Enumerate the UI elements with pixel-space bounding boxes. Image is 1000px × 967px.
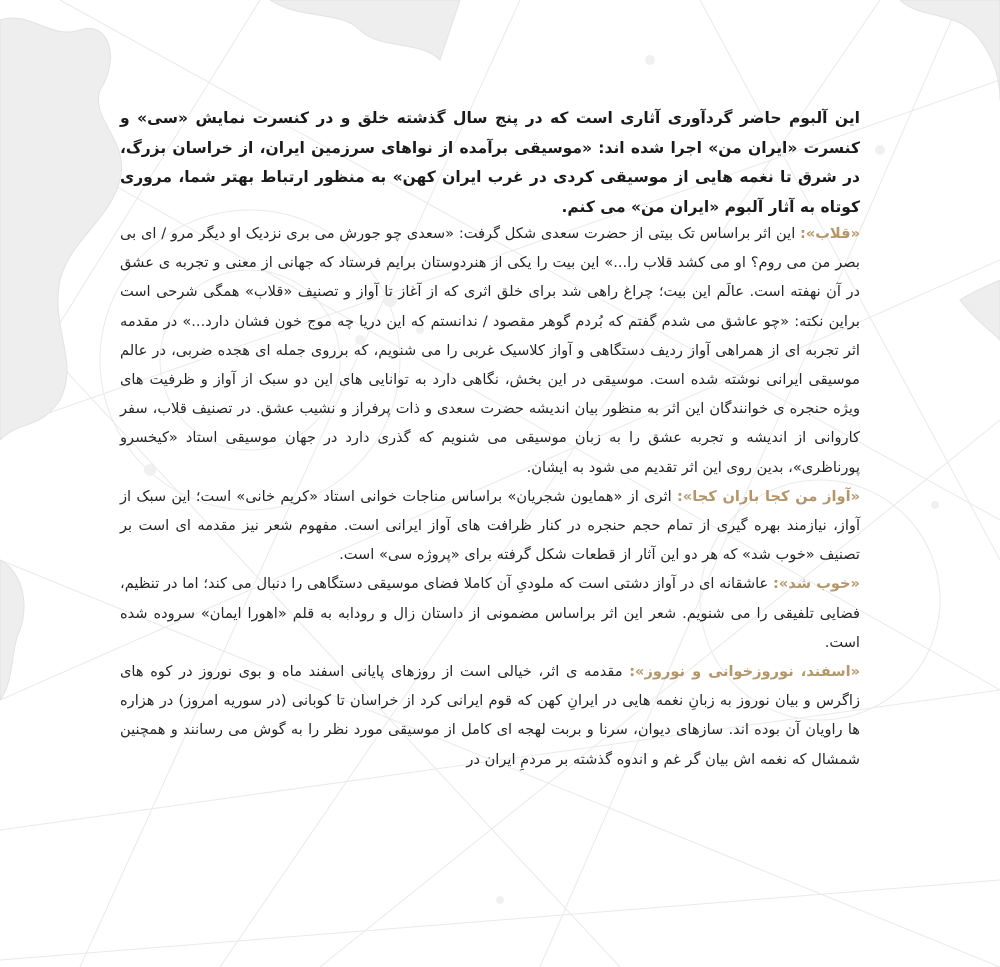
track-title-khoob-shod: «خوب شد»: [773,575,860,593]
track-title-avaz-man-koja: «آواز من کجا باران کجا»: [676,487,861,505]
track-esfand-nowruz [120,657,860,774]
track-qollab [120,219,860,482]
track-text-avaz-man-koja: اثری از «همایون شجریان» براساس مناجات خوانی استاد «کریم خانی» است؛ این سبک از آواز، نیازمند بهره گیری از تمام حجم حنجره در کنار ظرافت های آواز ایرانی است. مفهوم شعر نیز مقدمه ای است بر تصنیف «خوب شد» که هر دو این آثار از قطعات شکل گرفته برای «پروژه سی» است. [120,487,860,564]
track-text-esfand-nowruz: مقدمه ی اثر، خیالی است از روزهای پایانی اسفند ماه و بوی نوروز در کوه های زاگرس و بیان نوروز به زبانِ نغمه هایی در ایرانِ کهن که قوم ایرانی کرد از خراسان تا کوبانی (در سوریه امروز) در هزاره ها راویان آن بوده اند. سازهای دیوان، سرنا و بربت لهجه ای کامل از موسیقی مورد نظر را به گوش می رسانند و همچنین شمشال که نغمه اش بیان گر غم و اندوه گذشته بر مردمِ ایران در [120,663,860,768]
track-title-esfand-nowruz: «اسفند، نوروزخوانی و نوروز»: [629,663,860,681]
album-intro-paragraph: این آلبوم حاضر گردآوری آثاری است که در پنج سال گذشته خلق و در کنسرت نمایش «سی» و کنسرت «ایران من» اجرا شده اند: «موسیقی برآمده از نواهای سرزمین ایران، از خراسان بزرگ، در شرق تا نغمه هایی از موسیقی کردی در غرب ایران کهن» به منظور ارتباط بهتر شما، مروری کوتاه به آثار آلبوم «ایران من» می کنم. [120,109,860,216]
track-avaz-man-koja [120,482,860,570]
track-title-qollab: «قلاب»: [800,225,860,242]
track-khoob-shod [120,569,860,657]
track-text-khoob-shod: عاشقانه ای در آواز دشتی است که ملودیِ آن کاملا فضای موسیقی دستگاهی را دنبال می کند؛ اما در تنظیم، فضایی تلفیقی را می شنویم. شعر این اثر براساس مضمونی از داستان زال و رودابه به قلم «اهورا ایمان» سروده شده است. [120,575,860,651]
track-text-qollab: این اثر براساس تک بیتی از حضرت سعدی شکل گرفت: «سعدی چو جورش می بری نزدیک او دیگر مرو / ای بی بصر من می روم؟ او می کشد قلاب را...» این بیت را یکی از هنردوستان برایم فرستاد که جهانی از معنی و تجربه ی عشق در آن نهفته است. عالَم این بیت؛ چراغ راهی شد برای خلق اثری که از آغاز تا آواز و تصنیف «قلاب» همگی شرحی است براین نکته: «چو عاشق می شدم گفتم که بُردم گوهر مقصود / ندانستم که این دریا چه موج خون فشان دارد...» در مقدمه اثر تجربه ای از همراهی آواز ردیف دستگاهی و آواز کلاسیک غربی را می شنویم، که برروی جمله ای هجده ضربی، در عالم موسیقی ایرانی نوشته شده است. موسیقی در این بخش، نگاهی دارد به توانایی های این دو سبک از آواز و ظرفیت های ویژه حنجره ی خوانندگان این اثر به منظور بیان اندیشه حضرت سعدی و ذات پرفراز و نشیب عشق. در تصنیف قلاب، سفر کاروانی از اندیشه و تجربه عشق را به زبان موسیقی می شنویم که گذری دارد در جهان موسیقی استاد «کیخسرو پورناظری»، بدین روی این اثر تقدیم می شود به ایشان. [120,225,860,476]
track-descriptions [120,219,860,774]
